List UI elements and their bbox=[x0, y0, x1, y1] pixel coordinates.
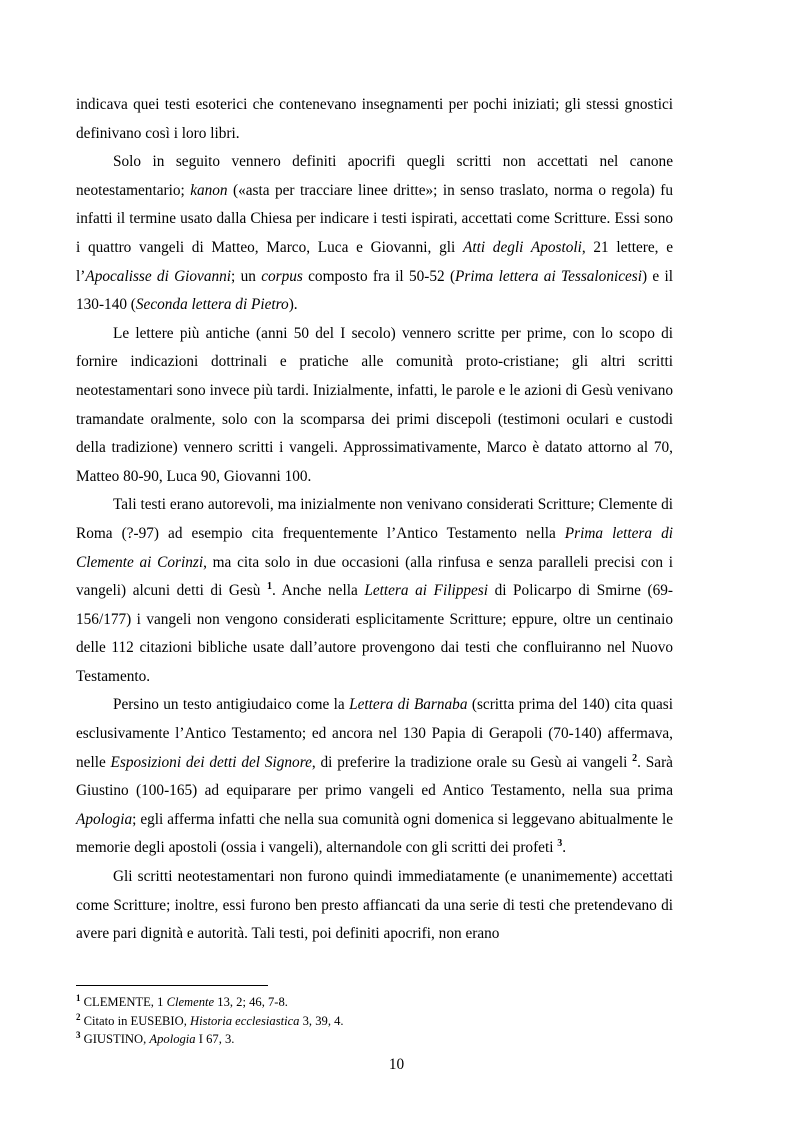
italic-text: Lettera di Barnaba bbox=[349, 696, 468, 714]
italic-text: Prima lettera ai Tessalonicesi bbox=[455, 267, 643, 285]
page-number: 10 bbox=[388, 1056, 405, 1073]
text-run: ; egli afferma infatti che nella sua comunità ogni domenica si leggevano abitualmente le memorie degli apostoli (ossia i vangeli), alternandole con gli scritti dei profeti bbox=[76, 810, 673, 857]
text-run: (scritta prima del 140) cita quasi esclusivamente l’Antico Testamento; ed ancora nel 130 Papia di Gerapoli (70-140) affermava, nelle bbox=[76, 696, 673, 771]
text-run: («asta per tracciare linee dritte»; in senso traslato, norma o regola) fu infatti il termine usato dalla Chiesa per indicare i testi ispirati, accettati come Scritture. Essi sono i quattro vangeli di Matteo, Marco, Luca e Giovanni, gli bbox=[76, 181, 674, 256]
footnote bbox=[76, 1012, 673, 1031]
footnote bbox=[76, 993, 673, 1012]
italic-text: Prima lettera di Clemente ai Corinzi bbox=[76, 524, 673, 571]
italic-text: Esposizioni dei detti del Signore bbox=[110, 753, 312, 771]
paragraph bbox=[76, 320, 673, 492]
footnote-number: 1 bbox=[76, 993, 81, 1003]
footnote-number: 3 bbox=[76, 1030, 81, 1040]
text-run: 13, 2; 46, 7-8. bbox=[214, 995, 288, 1009]
paragraph bbox=[76, 491, 673, 691]
paragraph bbox=[76, 691, 673, 863]
text-run: Citato in EUSEBIO, bbox=[80, 1013, 190, 1028]
text-run: I 67, 3. bbox=[195, 1032, 235, 1046]
italic-text: Clemente bbox=[166, 995, 215, 1009]
text-run: indicava quei testi esoterici che contenevano insegnamenti per pochi iniziati; gli stessi gnostici definivano così i loro libri. bbox=[76, 96, 673, 142]
italic-text: Apocalisse di Giovanni bbox=[85, 267, 232, 285]
paragraph bbox=[76, 148, 673, 320]
text-run: . bbox=[562, 839, 567, 857]
text-run: , ma cita solo in due occasioni (alla rinfusa e senza paralleli precisi con i vangeli) alcuni detti di Gesù bbox=[76, 553, 673, 600]
footnote-ref: 2 bbox=[632, 752, 638, 764]
text-run: ; un bbox=[231, 267, 262, 285]
text-run: . Sarà Giustino (100-165) ad equiparare per primo vangeli ed Antico Testamento, nella sua prima bbox=[76, 753, 673, 800]
text-run: GIUSTINO, bbox=[80, 1032, 150, 1046]
italic-text: Apologia bbox=[76, 810, 133, 828]
footnote-ref: 3 bbox=[557, 838, 563, 850]
italic-text: Atti degli Apostoli bbox=[462, 238, 582, 256]
text-run: , 21 lettere, e l’ bbox=[76, 238, 673, 285]
paragraph bbox=[76, 91, 673, 148]
text-run: Solo in seguito vennero definiti apocrifi quegli scritti non accettati nel canone neotestamentario; bbox=[76, 153, 673, 199]
footnote bbox=[76, 1030, 673, 1049]
italic-text: corpus bbox=[261, 267, 303, 285]
text-run: , di preferire la tradizione orale su Gesù ai vangeli bbox=[311, 753, 633, 771]
footnote-separator bbox=[76, 985, 268, 986]
text-run: Persino un testo antigiudaico come la bbox=[113, 696, 350, 714]
text-run: CLEMENTE, 1 bbox=[80, 995, 167, 1009]
italic-text: Seconda lettera di Pietro bbox=[135, 296, 289, 314]
footnotes bbox=[76, 993, 673, 1049]
text-run: Tali testi erano autorevoli, ma inizialmente non venivano considerati Scritture; Clemente di Roma (?-97) ad esempio cita frequentemente l’Antico Testamento nella bbox=[76, 496, 673, 542]
italic-text: Apologia bbox=[149, 1032, 196, 1046]
body-text bbox=[76, 91, 673, 949]
text-run: composto fra il 50-52 ( bbox=[302, 267, 456, 285]
footnote-number: 2 bbox=[76, 1011, 81, 1022]
text-run: . Anche nella bbox=[271, 582, 365, 600]
text-run: ). bbox=[288, 296, 298, 314]
text-run: di Policarpo di Smirne (69-156/177) i vangeli non vengono considerati esplicitamente Scritture; eppure, oltre un centinaio delle 112 citazioni bibliche usate dall’autore provengono dai testi che confluiranno nel Nuovo Testamento. bbox=[76, 582, 674, 685]
text-run: 3, 39, 4. bbox=[299, 1013, 344, 1028]
italic-text: kanon bbox=[190, 181, 228, 199]
text-run: Le lettere più antiche (anni 50 del I secolo) vennero scritte per prime, con lo scopo di fornire indicazioni dottrinali e pratiche alle comunità proto-cristiane; gli altri scritti neotestamentari sono invece più tardi. Inizialmente, infatti, le parole e le azioni di Gesù venivano tramandate oralmente, solo con la scomparsa dei primi discepoli (testimoni oculari e custodi della tradizione) vennero scritti i vangeli. Approssimativamente, Marco è datato attorno al 70, Matteo 80-90, Luca 90, Giovanni 100. bbox=[76, 324, 673, 485]
text-run: ) e il 130-140 ( bbox=[76, 267, 673, 314]
text-run: Gli scritti neotestamentari non furono quindi immediatamente (e unanimemente) accettati come Scritture; inoltre, essi furono ben presto affiancati da una serie di testi che pretendevano di avere pari dignità e autorità. Tali testi, poi definiti apocrifi, non erano bbox=[76, 868, 673, 943]
paragraph bbox=[76, 863, 673, 949]
italic-text: Lettera ai Filippesi bbox=[364, 582, 488, 600]
footnote-ref: 1 bbox=[266, 581, 272, 593]
italic-text: Historia ecclesiastica bbox=[190, 1013, 300, 1028]
